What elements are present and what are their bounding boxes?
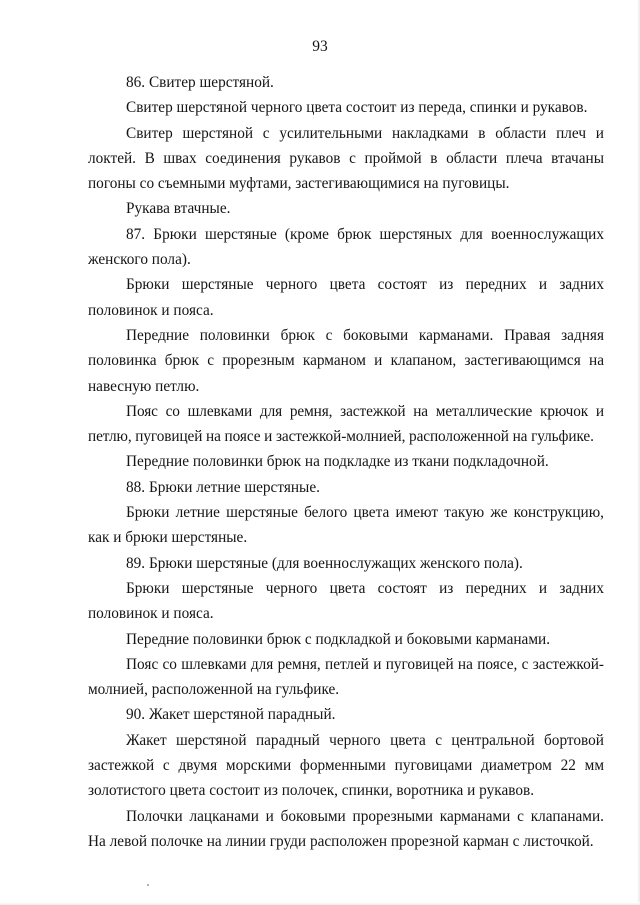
section-heading-86: 86. Свитер шерстяной. xyxy=(126,74,274,91)
document-body xyxy=(88,70,604,854)
paragraph-86-composition: Свитер шерстяной черного цвета состоит из переда, спинки и рукавов. xyxy=(126,99,588,117)
paragraph-87-waistband: Пояс со шлевками для ремня, застежкой на металлические крючок и петлю, пуговицей на поясе и застежкой-молнией, расположенной на гульфике. xyxy=(88,402,604,446)
paragraph-89-composition: Брюки шерстяные черного цвета состоят из передних и задних половинок и пояса. xyxy=(88,579,604,623)
paragraph-89-waistband: Пояс со шлевками для ремня, петлей и пуговицей на поясе, с застежкой-молнией, расположенной на гульфике. xyxy=(88,655,604,699)
section-heading-87: 87. Брюки шерстяные (кроме брюк шерстяных для военнослужащих женского пола). xyxy=(88,225,604,269)
paragraph-87-composition: Брюки шерстяные черного цвета состоят из передних и задних половинок и пояса. xyxy=(88,276,604,319)
paragraph-87-pockets: Передние половинки брюк с боковыми карманами. Правая задняя половинка брюк с прорезным карманом и клапаном, застегивающимся на навесную петлю. xyxy=(88,326,604,395)
section-heading-90: 90. Жакет шерстяной парадный. xyxy=(126,706,336,724)
section-heading-88: 88. Брюки летние шерстяные. xyxy=(126,478,320,496)
paragraph-89-pockets: Передние половинки брюк с подкладкой и боковыми карманами. xyxy=(126,630,551,648)
paragraph-90-composition: Жакет шерстяной парадный черного цвета с центральной бортовой застежкой с двумя морскими форменными пуговицами диаметром 22 мм золотистого цвета состоит из полочек, спинки, воротника и рукавов. xyxy=(88,731,604,800)
paragraph-86-sleeves: Рукава втачные. xyxy=(126,200,231,218)
paragraph-88-construction: Брюки летние шерстяные белого цвета имеют такую же конструкцию, как и брюки шерстяные. xyxy=(88,504,604,547)
paragraph-86-reinforcement: Свитер шерстяной с усилительными накладками в области плеч и локтей. В швах соединения рукавов с проймой в области плеча втачаны погоны со съемными муфтами, застегивающимися на пуговицы. xyxy=(88,124,604,193)
section-heading-89: 89. Брюки шерстяные (для военнослужащих женского пола). xyxy=(126,554,523,572)
scan-speck xyxy=(147,884,149,886)
paragraph-90-front-panels: Полочки лацканами и боковыми прорезными карманами с клапанами. На левой полочке на линии груди расположен прорезной карман с листочкой. xyxy=(88,807,604,850)
page-number: 93 xyxy=(312,38,328,55)
paragraph-87-lining: Передние половинки брюк на подкладке из ткани подкладочной. xyxy=(126,453,549,471)
